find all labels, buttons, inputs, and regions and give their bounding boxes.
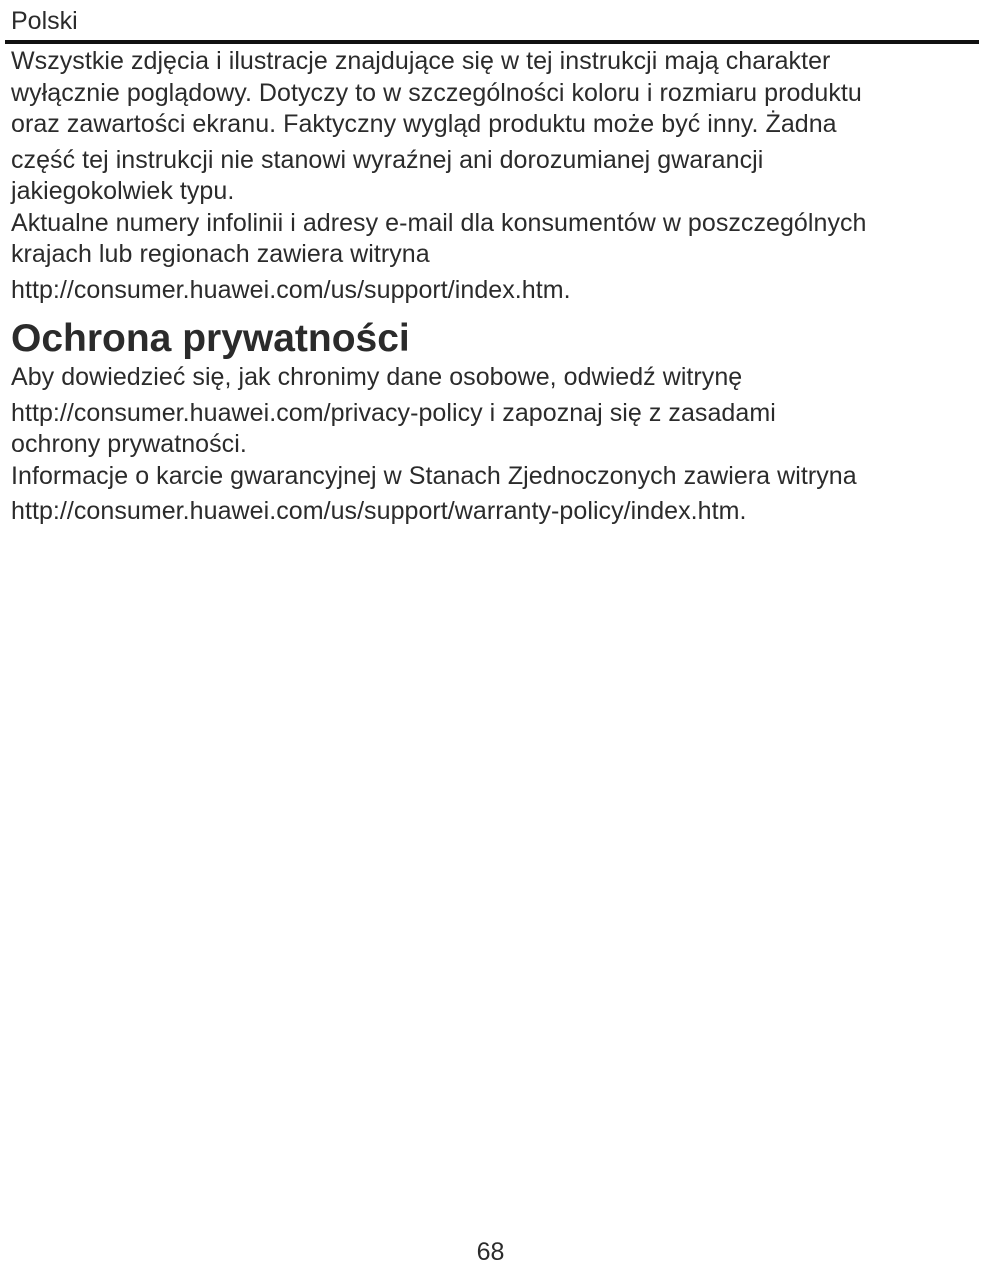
intro-line: część tej instrukcji nie stanowi wyraźnej ani dorozumianej gwarancji	[11, 145, 764, 174]
privacy-line: Aby dowiedzieć się, jak chronimy dane osobowe, odwiedź witrynę	[11, 363, 743, 391]
intro-line: oraz zawartości ekranu. Faktyczny wygląd produktu może być inny. Żadna	[11, 110, 837, 138]
hotlines-line: krajach lub regionach zawiera witryna	[11, 240, 430, 268]
privacy-policy-link-line[interactable]: http://consumer.huawei.com/privacy-policy i zapoznaj się z zasadami	[11, 398, 776, 427]
intro-line: wyłącznie poglądowy. Dotyczy to w szczególności koloru i rozmiaru produktu	[11, 78, 862, 107]
header-language-label: Polski	[11, 7, 78, 35]
intro-line: Wszystkie zdjęcia i ilustracje znajdujące się w tej instrukcji mają charakter	[11, 47, 831, 75]
warranty-paragraph	[11, 461, 976, 528]
intro-paragraph	[11, 46, 976, 208]
document-body	[11, 46, 976, 528]
privacy-line: ochrony prywatności.	[11, 430, 247, 458]
privacy-paragraph	[11, 362, 976, 461]
warranty-line: Informacje o karcie gwarancyjnej w Stanach Zjednoczonych zawiera witryna	[11, 461, 857, 490]
header-divider	[5, 40, 979, 44]
warranty-link[interactable]: http://consumer.huawei.com/us/support/warranty-policy/index.htm.	[11, 497, 747, 525]
section-title-privacy: Ochrona prywatności	[11, 317, 410, 360]
intro-line: jakiegokolwiek typu.	[11, 177, 235, 205]
support-link[interactable]: http://consumer.huawei.com/us/support/index.htm.	[11, 275, 571, 304]
hotlines-line: Aktualne numery infolinii i adresy e-mail dla konsumentów w poszczególnych	[11, 208, 867, 237]
page-number: 68	[476, 1238, 505, 1266]
hotlines-paragraph	[11, 208, 976, 307]
